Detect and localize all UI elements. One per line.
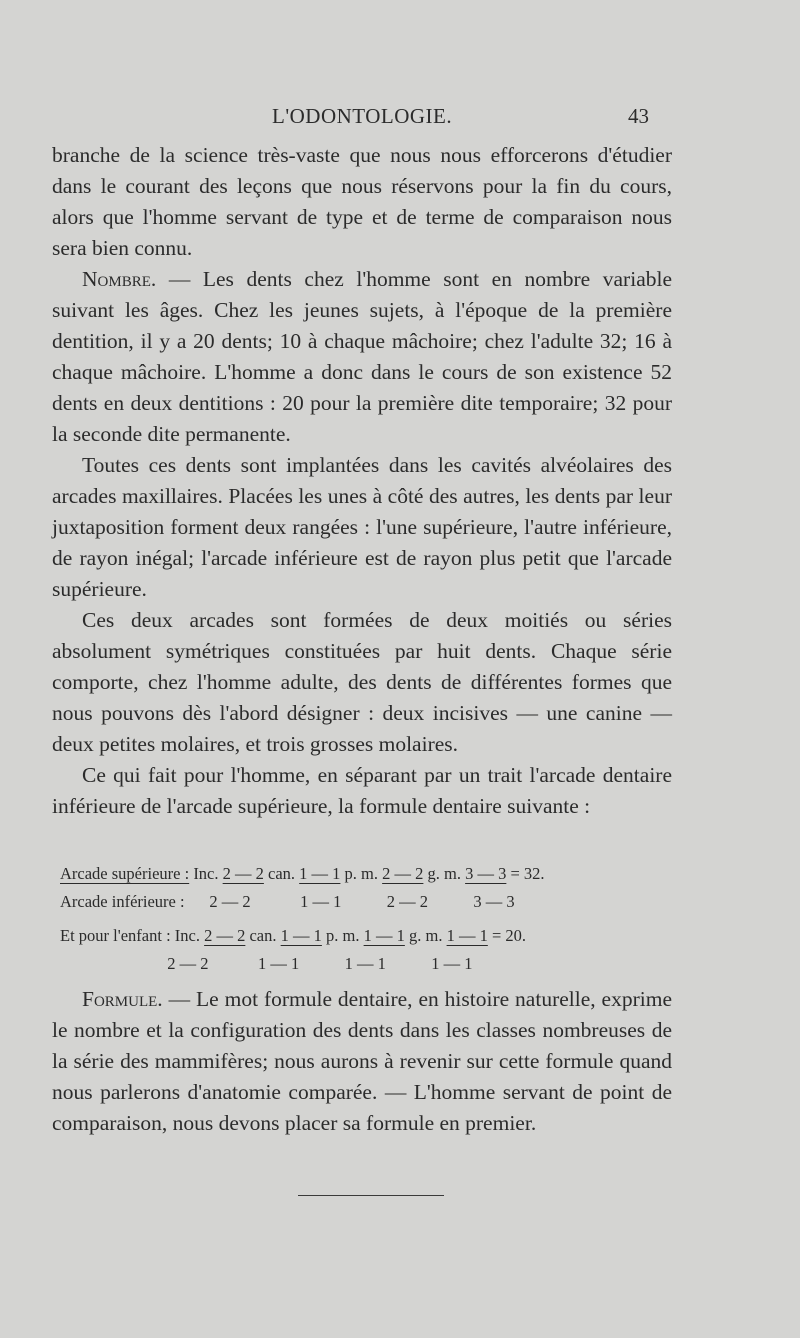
paragraph-formule (52, 984, 672, 1139)
nombre-text: Les dents chez l'homme sont en nombre variable suivant les âges. Chez les jeunes sujets, à l'époque de la première dentition, il y a 20 dents; 10 à chaque mâchoire; chez l'adulte 32; 16 à chaque mâchoire. L'homme a donc dans le cours de son existence 52 dents en deux dentitions : 20 pour la première dite temporaire; 32 pour la seconde dite permanente. (52, 267, 672, 446)
formula-adult-upper: Arcade supérieure : Inc. 2 — 2 can. 1 — 1 p. m. 2 — 2 g. m. 3 — 3 = 32. (60, 864, 545, 883)
paragraph-nombre: Nombre. — Les dents chez l'homme sont en nombre variable suivant les âges. Chez les jeunes sujets, à l'époque de la première dentition, il y a 20 dents; 10 à chaque mâchoire; chez l'adulte 32; 16 à chaque mâchoire. L'homme a donc dans le cours de son existence 52 dents en deux dentitions : 20 pour la première dite temporaire; 32 pour la seconde dite permanente. (52, 267, 672, 446)
running-title: L'ODONTOLOGIE. (272, 104, 453, 128)
page-number: 43 (628, 104, 649, 128)
nombre-heading: Nombre. (82, 267, 157, 291)
formula-adult-lower-label: Arcade inférieure : (60, 892, 185, 911)
formula-adult-upper-label: Arcade supérieure : (60, 864, 190, 883)
paragraph-formula-intro: Ce qui fait pour l'homme, en séparant par un trait l'arcade dentaire inférieure de l'arcade supérieure, la formule dentaire suivante : (52, 763, 672, 818)
formula-child-lower: 2 — 2 1 — 1 1 — 1 1 — 1 (167, 954, 473, 973)
formule-section (52, 984, 672, 1139)
formula-adult-lower: Arcade inférieure : 2 — 2 1 — 1 2 — 2 3 — 3 (60, 892, 515, 911)
formule-text: — Le mot formule dentaire, en histoire naturelle, exprime le nombre et la configuration des dents dans les classes nombreuses de la série des mammifères; nous aurons à revenir sur cette formule quand nous parlerons d'anatomie comparée. — L'homme servant de point de comparaison, nous devons placer sa formule en premier. (52, 987, 672, 1135)
paragraph-arcades: Toutes ces dents sont implantées dans les cavités alvéolaires des arcades maxillaires. Placées les unes à côté des autres, les dents par leur juxtaposition forment deux rangées : l'une supérieure, l'autre inférieure, de rayon inégal; l'arcade inférieure est de rayon plus petit que l'arcade supérieure. (52, 453, 672, 601)
formula-child-label: Et pour l'enfant : (60, 926, 171, 945)
page-header (0, 104, 800, 134)
paragraph-intro: branche de la science très-vaste que nous nous efforcerons d'étudier dans le courant des leçons que nous réservons pour la fin du cours, alors que l'homme servant de type et de terme de comparaison nous sera bien connu. (52, 143, 672, 260)
main-text (52, 140, 672, 822)
formula-child-upper: Et pour l'enfant : Inc. 2 — 2 can. 1 — 1 p. m. 1 — 1 g. m. 1 — 1 = 20. (60, 926, 527, 945)
formula-adult (60, 864, 680, 926)
paragraph-series: Ces deux arcades sont formées de deux moitiés ou séries absolument symétriques constituées par huit dents. Chaque série comporte, chez l'homme adulte, des dents de différentes formes que nous pouvons dès l'abord désigner : deux incisives — une canine — deux petites molaires, et trois grosses molaires. (52, 608, 672, 756)
formula-child (60, 926, 680, 988)
end-rule (298, 1195, 444, 1196)
formule-heading: Formule. (82, 987, 163, 1011)
